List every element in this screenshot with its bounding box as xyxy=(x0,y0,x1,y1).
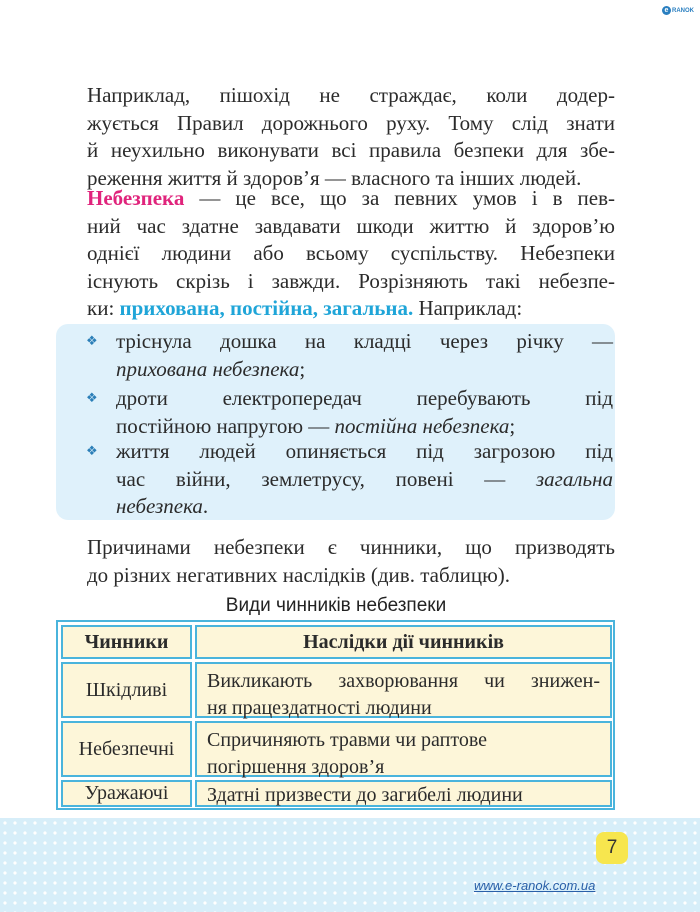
text-line: життя людей опиняється під загрозою під xyxy=(116,439,613,463)
factors-table xyxy=(56,620,615,810)
publisher-logo xyxy=(662,6,694,15)
effect-cell xyxy=(195,662,612,718)
text-fragment: ; xyxy=(509,413,516,438)
text-line: Здатні призвести до загибелі людини xyxy=(207,784,523,806)
text-fragment: ки: xyxy=(87,296,120,320)
text-fragment: час війни, землетрусу, повені — xyxy=(116,466,536,491)
text-line xyxy=(116,466,613,494)
text-line: Причинами небезпеки є чинники, що призводять xyxy=(87,535,615,559)
text-line: погіршення здоров’я xyxy=(207,756,385,778)
factor-cell: Шкідливі xyxy=(61,662,192,718)
column-header: Наслідки дії чинників xyxy=(195,625,612,659)
text-line: ня працездатності людини xyxy=(207,697,432,719)
text-line xyxy=(116,493,613,521)
effect-cell xyxy=(195,721,612,777)
text-fragment: — це все, що за певних умов і в пев- xyxy=(184,186,615,210)
logo-text: RANOK xyxy=(672,8,694,14)
examples-box xyxy=(56,324,615,520)
paragraph-example xyxy=(87,82,615,192)
text-line: Наприклад, пішохід не страждає, коли додер- xyxy=(87,83,615,107)
italic-term: постійна небезпека xyxy=(334,413,510,438)
text-fragment: Наприклад: xyxy=(413,296,523,320)
table-title: Види чинників небезпеки xyxy=(225,595,447,616)
paragraph-causes xyxy=(87,534,615,589)
website-link[interactable]: www.e-ranok.com.ua xyxy=(474,878,596,893)
column-header: Чинники xyxy=(61,625,192,659)
text-line: до різних негативних наслідків (див. таблицю). xyxy=(87,562,511,587)
effect-cell xyxy=(195,780,612,807)
italic-term: небезпека xyxy=(116,494,203,518)
text-line: існують скрізь і завжди. Розрізняють такі небезпе- xyxy=(87,268,615,293)
diamond-bullet-icon: ❖ xyxy=(86,391,98,406)
factor-cell: Небезпечні xyxy=(61,721,192,777)
text-line: жується Правил дорожнього руху. Тому слід знати xyxy=(87,110,615,135)
paragraph-definition xyxy=(87,185,615,323)
diamond-bullet-icon: ❖ xyxy=(86,334,98,349)
text-fragment: ; xyxy=(299,356,306,381)
text-line: однієї людини або всьому суспільству. Небезпеки xyxy=(87,241,615,265)
text-line xyxy=(116,413,613,441)
text-line xyxy=(87,185,615,213)
danger-types: прихована, постійна, загальна. xyxy=(119,296,414,320)
text-line: Спричиняють травми чи раптове xyxy=(207,729,488,751)
text-line xyxy=(87,295,615,323)
text-line: й неухильно виконувати всі правила безпеки для збе- xyxy=(87,138,615,162)
italic-term: прихована небезпека xyxy=(116,356,300,381)
text-line: дроти електропередач перебувають під xyxy=(116,386,613,410)
term-danger: Небезпека xyxy=(87,186,185,210)
e-logo-icon: e xyxy=(662,6,671,15)
italic-term: загальна xyxy=(535,466,613,491)
page-number: 7 xyxy=(596,832,628,864)
footer-band xyxy=(0,818,700,912)
text-fragment: постійною напругою — xyxy=(116,413,335,438)
text-line xyxy=(116,356,613,384)
text-line: тріснула дошка на кладці через річку — xyxy=(116,329,613,353)
text-line: ний час здатне завдавати шкоди життю й здоров’ю xyxy=(87,213,615,238)
text-fragment: . xyxy=(202,494,209,518)
text-line: реження життя й здоров’я — власного та інших людей. xyxy=(87,165,582,190)
diamond-bullet-icon: ❖ xyxy=(86,444,98,459)
factor-cell: Уражаючі xyxy=(61,780,192,807)
text-line: Викликають захворювання чи знижен- xyxy=(207,670,600,692)
